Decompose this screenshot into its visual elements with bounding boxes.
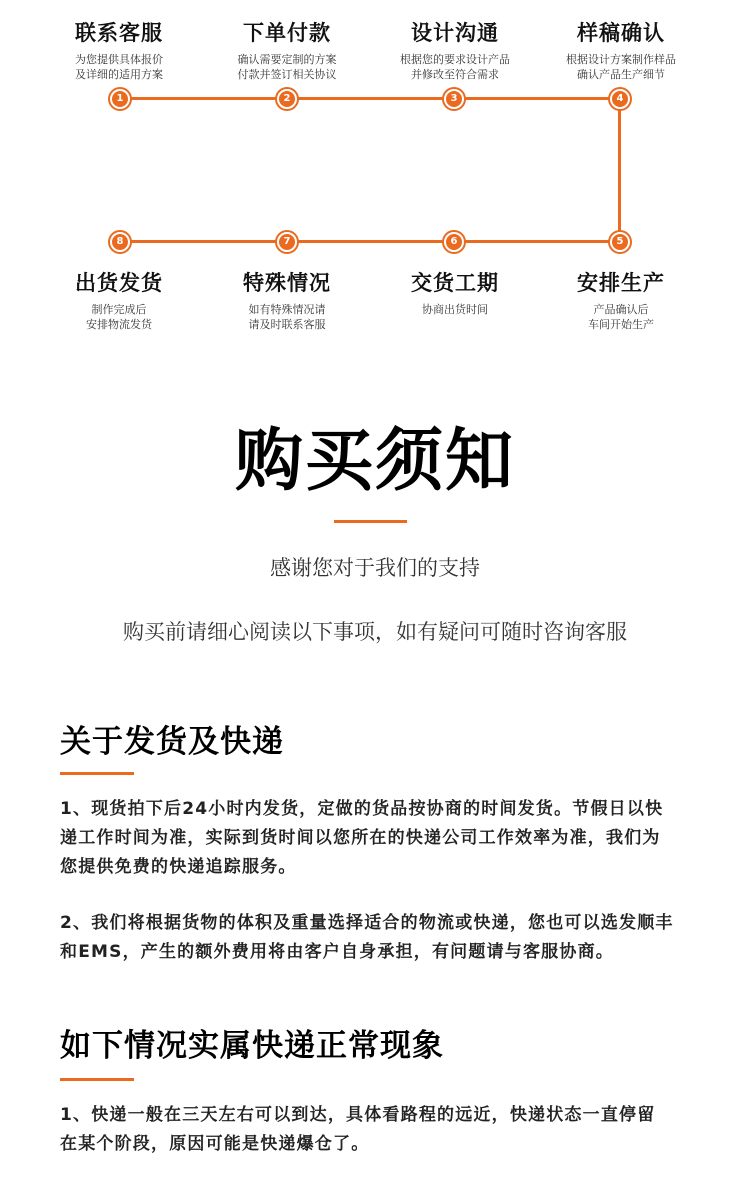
step-title: 样稿确认 xyxy=(577,21,665,45)
shipping-section-title: 关于发货及快递 xyxy=(60,724,284,760)
thanks-text: 感谢您对于我们的支持 xyxy=(270,556,480,580)
step-number-badge-4: 4 xyxy=(610,89,630,109)
normal-cases-section-title: 如下情况实属快递正常现象 xyxy=(60,1028,444,1064)
step-description: 根据您的要求设计产品 并修改至符合需求 xyxy=(400,53,510,81)
step-title: 特殊情况 xyxy=(243,271,331,295)
flow-line-bottom xyxy=(119,240,621,243)
step-title: 设计沟通 xyxy=(411,21,499,45)
step-title: 下单付款 xyxy=(243,21,331,45)
step-number-badge-2: 2 xyxy=(277,89,297,109)
flow-line-top xyxy=(119,97,621,100)
step-number-badge-1: 1 xyxy=(110,89,130,109)
flow-line-right xyxy=(618,98,621,242)
step-title: 安排生产 xyxy=(577,271,665,295)
step-description: 协商出货时间 xyxy=(422,303,488,316)
shipping-paragraph-2: 2、我们将根据货物的体积及重量选择适合的物流或快递，您也可以选发顺丰 和EMS，产生的额外费用将由客户自身承担，有问题请与客服协商。 xyxy=(60,913,674,962)
step-description: 产品确认后 车间开始生产 xyxy=(588,303,654,331)
normal-cases-paragraph-1: 1、快递一般在三天左右可以到达，具体看路程的远近，快递状态一直停留 在某个阶段，原因可能是快递爆仓了。 xyxy=(60,1105,656,1154)
step-description: 确认需要定制的方案 付款并签订相关协议 xyxy=(237,53,337,81)
step-number-badge-8: 8 xyxy=(110,232,130,252)
notice-title: 购买须知 xyxy=(234,422,515,501)
step-number-badge-7: 7 xyxy=(277,232,297,252)
step-description: 制作完成后 安排物流发货 xyxy=(86,303,152,331)
step-title: 联系客服 xyxy=(75,21,163,45)
step-description: 如有特殊情况请 请及时联系客服 xyxy=(248,303,326,331)
process-step-2 xyxy=(202,20,372,82)
process-step-6 xyxy=(370,270,540,317)
step-number-badge-5: 5 xyxy=(610,232,630,252)
step-title: 交货工期 xyxy=(411,271,499,295)
shipping-paragraph-1: 1、现货拍下后24小时内发货，定做的货品按协商的时间发货。节假日以快 递工作时间为准，实际到货时间以您所在的快递公司工作效率为准，我们为 您提供免费的快递追踪服务。 xyxy=(60,799,664,877)
process-step-8 xyxy=(34,270,204,332)
step-number-badge-3: 3 xyxy=(444,89,464,109)
process-step-3 xyxy=(370,20,540,82)
step-description: 为您提供具体报价 及详细的适用方案 xyxy=(75,53,163,81)
process-step-1 xyxy=(34,20,204,82)
step-title: 出货发货 xyxy=(75,271,163,295)
step-number-badge-6: 6 xyxy=(444,232,464,252)
process-step-5 xyxy=(536,270,706,332)
notice-title-underline xyxy=(334,520,407,523)
read-carefully-text: 购买前请细心阅读以下事项，如有疑问可随时咨询客服 xyxy=(123,620,627,644)
process-step-4 xyxy=(536,20,706,82)
step-description: 根据设计方案制作样品 确认产品生产细节 xyxy=(566,53,676,81)
process-flow xyxy=(0,0,750,360)
process-step-7 xyxy=(202,270,372,332)
shipping-section-underline xyxy=(60,772,134,775)
normal-cases-section-underline xyxy=(60,1078,134,1081)
